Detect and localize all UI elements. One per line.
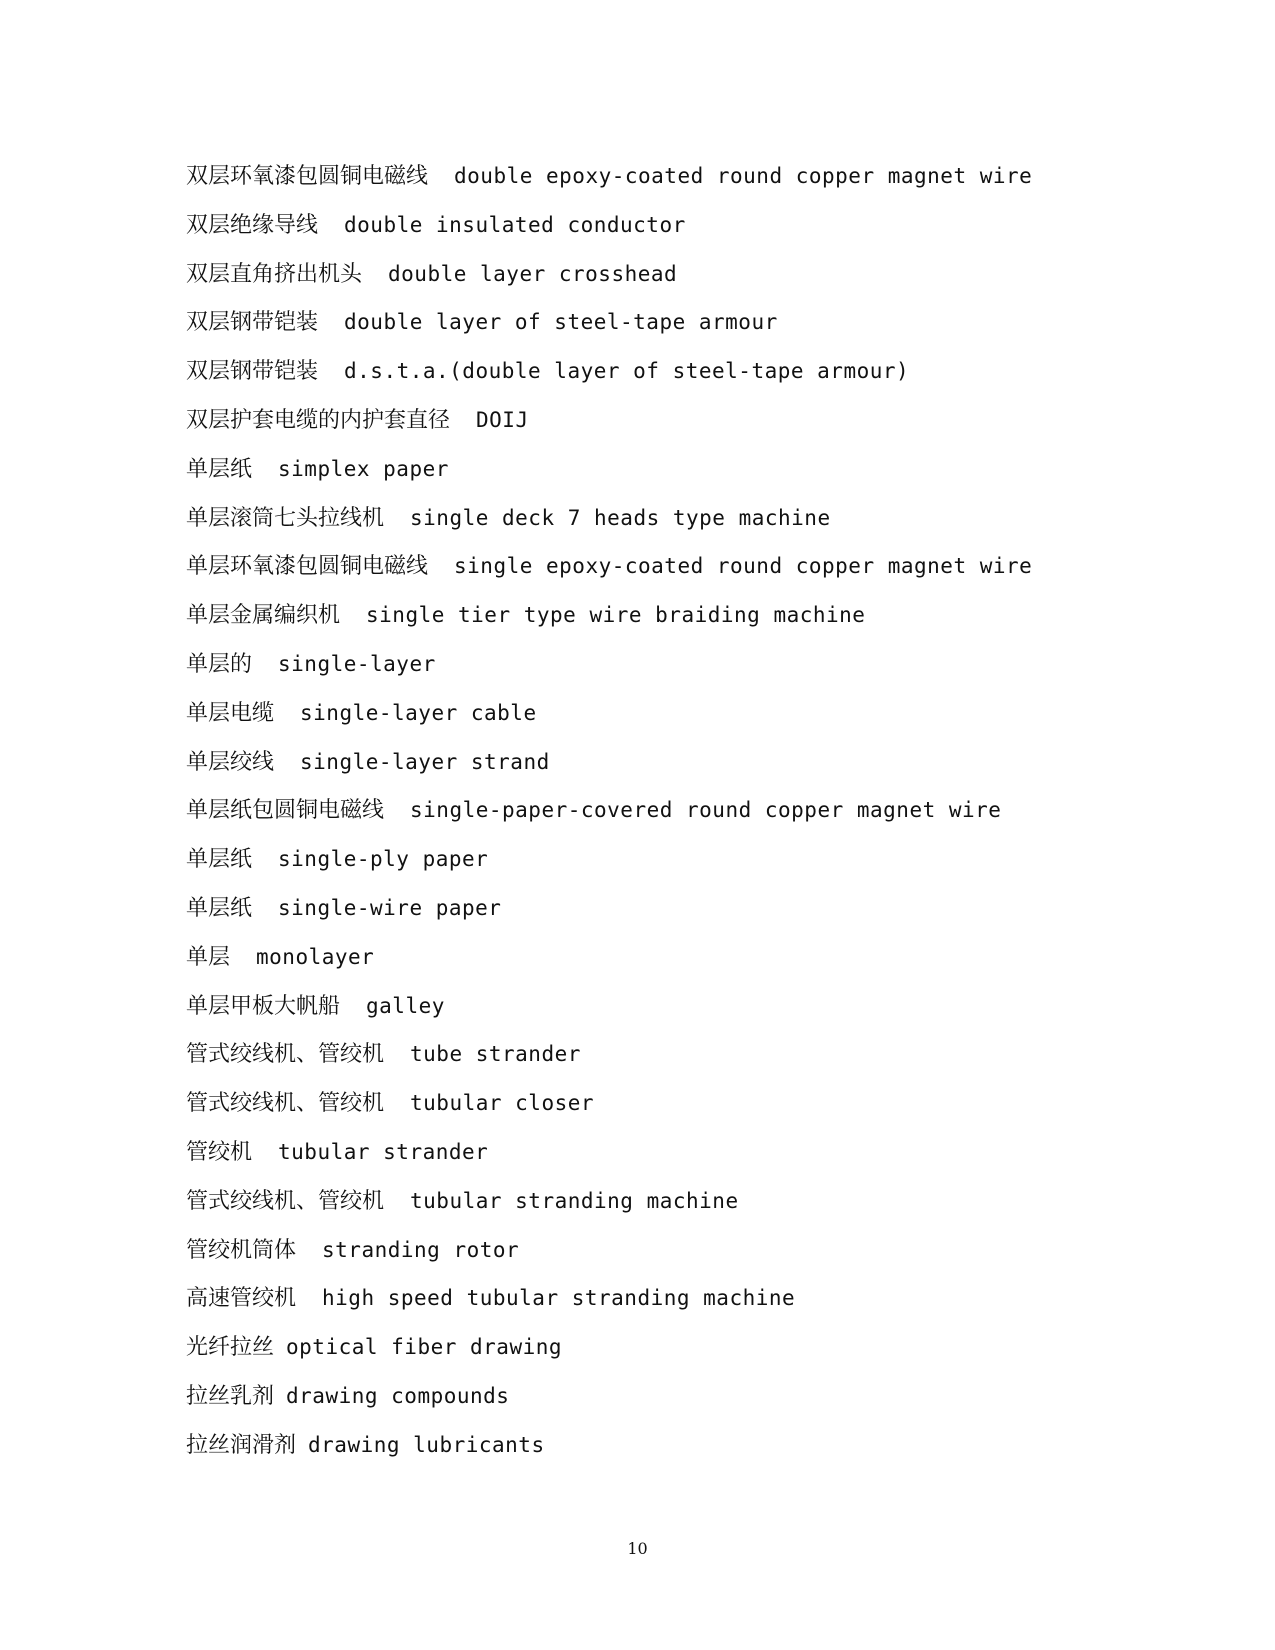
glossary-entry — [186, 207, 1146, 256]
glossary-entry — [186, 1378, 1146, 1427]
english-term: double insulated conductor — [344, 212, 686, 237]
glossary-entry — [186, 744, 1146, 793]
glossary-entry-list — [186, 158, 1146, 1476]
chinese-term: 单层甲板大帆船 — [186, 993, 341, 1019]
glossary-entry — [186, 1134, 1146, 1183]
chinese-term: 光纤拉丝 — [186, 1335, 275, 1361]
english-term: drawing lubricants — [308, 1432, 545, 1457]
english-term: tubular closer — [410, 1091, 595, 1116]
glossary-entry — [186, 890, 1146, 939]
glossary-entry — [186, 1036, 1146, 1085]
chinese-term: 高速管绞机 — [186, 1286, 297, 1312]
glossary-entry — [186, 256, 1146, 305]
glossary-entry — [186, 1280, 1146, 1329]
page-number: 10 — [627, 1539, 648, 1558]
chinese-term: 单层纸 — [186, 895, 253, 921]
english-term: drawing compounds — [286, 1383, 510, 1408]
glossary-entry — [186, 1232, 1146, 1281]
english-term: single-ply paper — [278, 847, 489, 872]
english-term: single deck 7 heads type machine — [410, 505, 831, 530]
glossary-entry — [186, 548, 1146, 597]
chinese-term: 单层的 — [186, 651, 253, 677]
english-term: single-layer cable — [300, 700, 537, 725]
chinese-term: 管式绞线机、管绞机 — [186, 1188, 385, 1214]
chinese-term: 双层护套电缆的内护套直径 — [186, 407, 451, 433]
chinese-term: 单层滚筒七头拉线机 — [186, 505, 385, 531]
chinese-term: 单层纸 — [186, 456, 253, 482]
glossary-entry — [186, 695, 1146, 744]
chinese-term: 单层金属编织机 — [186, 603, 341, 629]
chinese-term: 单层纸 — [186, 847, 253, 873]
chinese-term: 双层钢带铠装 — [186, 310, 319, 336]
chinese-term: 管式绞线机、管绞机 — [186, 1091, 385, 1117]
english-term: single-paper-covered round copper magnet wire — [410, 798, 1002, 823]
english-term: single tier type wire braiding machine — [366, 603, 866, 628]
chinese-term: 双层环氧漆包圆铜电磁线 — [186, 164, 429, 189]
english-term: tubular strander — [278, 1139, 489, 1164]
glossary-entry — [186, 646, 1146, 695]
english-term: double epoxy-coated round copper magnet wire — [454, 164, 1033, 188]
glossary-entry — [186, 353, 1146, 402]
english-term: single-wire paper — [278, 895, 502, 920]
chinese-term: 单层绞线 — [186, 749, 275, 775]
glossary-entry — [186, 1183, 1146, 1232]
chinese-term: 单层电缆 — [186, 700, 275, 726]
english-term: galley — [366, 993, 445, 1018]
glossary-entry — [186, 597, 1146, 646]
english-term: tube strander — [410, 1042, 581, 1067]
english-term: monolayer — [256, 944, 375, 969]
chinese-term: 拉丝润滑剂 — [186, 1432, 297, 1458]
glossary-entry — [186, 304, 1146, 353]
english-term: stranding rotor — [322, 1237, 520, 1262]
chinese-term: 双层直角挤出机头 — [186, 261, 363, 287]
english-term: double layer crosshead — [388, 261, 678, 286]
glossary-entry — [186, 792, 1146, 841]
chinese-term: 单层环氧漆包圆铜电磁线 — [186, 554, 429, 580]
english-term: optical fiber drawing — [286, 1335, 563, 1360]
chinese-term: 管绞机筒体 — [186, 1237, 297, 1263]
english-term: simplex paper — [278, 456, 449, 481]
english-term: DOIJ — [476, 407, 529, 432]
english-term: high speed tubular stranding machine — [322, 1286, 796, 1311]
glossary-entry — [186, 451, 1146, 500]
chinese-term: 单层纸包圆铜电磁线 — [186, 798, 385, 824]
glossary-entry — [186, 1427, 1146, 1476]
chinese-term: 双层绝缘导线 — [186, 212, 319, 238]
chinese-term: 双层钢带铠装 — [186, 359, 319, 385]
english-term: single-layer strand — [300, 749, 550, 774]
chinese-term: 管绞机 — [186, 1139, 253, 1165]
glossary-entry — [186, 988, 1146, 1037]
glossary-entry — [186, 939, 1146, 988]
english-term: single epoxy-coated round copper magnet wire — [454, 554, 1033, 579]
chinese-term: 单层 — [186, 944, 231, 970]
chinese-term: 拉丝乳剂 — [186, 1383, 275, 1409]
chinese-term: 管式绞线机、管绞机 — [186, 1042, 385, 1068]
glossary-entry — [186, 402, 1146, 451]
english-term: tubular stranding machine — [410, 1188, 739, 1213]
glossary-entry — [186, 1329, 1146, 1378]
glossary-entry — [186, 1085, 1146, 1134]
glossary-entry — [186, 841, 1146, 890]
glossary-entry — [186, 500, 1146, 549]
english-term: d.s.t.a.(double layer of steel-tape armour) — [344, 359, 910, 384]
glossary-entry — [186, 158, 1146, 207]
english-term: double layer of steel-tape armour — [344, 310, 778, 335]
english-term: single-layer — [278, 651, 436, 676]
